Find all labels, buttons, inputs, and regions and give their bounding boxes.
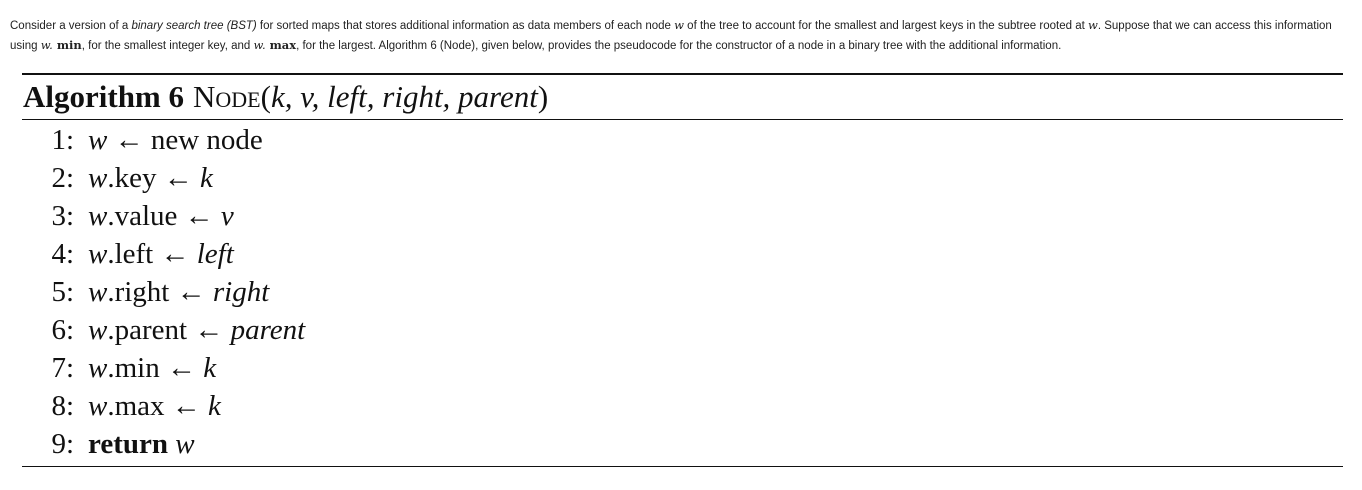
line-field: .right <box>107 275 170 308</box>
algorithm-line <box>22 311 1343 349</box>
intro-text: Consider a version of a <box>10 20 132 32</box>
line-variable: w <box>88 313 108 346</box>
close-paren: ) <box>537 79 549 114</box>
algorithm-line <box>22 349 1343 387</box>
algorithm-line <box>22 387 1343 425</box>
line-value: new node <box>150 123 263 156</box>
problem-intro-paragraph <box>10 16 1340 55</box>
intro-text: of the tree to account for the smallest and largest keys in the subtree rooted at <box>683 20 1088 32</box>
line-value: k <box>208 389 221 422</box>
line-value: v <box>220 199 234 232</box>
algorithm-label: Algorithm 6 <box>23 79 185 114</box>
open-paren: ( <box>260 79 271 114</box>
line-keyword: return <box>88 427 169 460</box>
line-field: .max <box>107 389 165 422</box>
algorithm-line <box>22 121 1343 159</box>
intro-text: , for the largest. Algorithm 6 (Node), given below, provides the pseudocode for the constructor of a node in a binary tree with the additional information. <box>296 39 1062 52</box>
algorithm-line <box>22 235 1343 273</box>
line-field: .left <box>107 237 154 270</box>
assign-arrow: ← <box>169 275 213 308</box>
algorithm-line <box>22 273 1343 311</box>
line-number: 8: <box>51 389 74 422</box>
intro-math-w: w <box>674 18 684 32</box>
line-field: .value <box>107 199 178 232</box>
line-number: 2: <box>51 161 74 194</box>
line-number: 9: <box>51 427 74 460</box>
line-number: 5: <box>51 275 74 308</box>
assign-arrow: ← <box>159 351 204 384</box>
line-value: right <box>212 275 270 308</box>
algorithm-line <box>22 197 1343 235</box>
intro-math-w: w. <box>40 37 53 52</box>
intro-text: , for the smallest integer key, and <box>81 39 254 52</box>
line-variable: w <box>88 275 108 308</box>
algorithm-args: k, v, left, right, parent <box>270 79 538 114</box>
assign-arrow: ← <box>177 199 221 232</box>
line-variable: w <box>88 199 108 232</box>
intro-math-w: w <box>1088 18 1098 32</box>
assign-arrow: ← <box>187 313 231 346</box>
line-value: k <box>199 161 213 194</box>
intro-math-max: max <box>265 37 297 52</box>
line-variable: w <box>88 351 108 384</box>
algorithm-line <box>22 425 1343 463</box>
algorithm-lines <box>22 120 1343 466</box>
line-field: .min <box>107 351 160 384</box>
line-number: 7: <box>51 351 74 384</box>
algorithm-header <box>22 75 1343 119</box>
line-variable: w <box>88 389 108 422</box>
assign-arrow: ← <box>153 237 197 270</box>
line-field: .parent <box>107 313 188 346</box>
line-variable: w <box>88 237 108 270</box>
algorithm-line <box>22 159 1343 197</box>
intro-math-min: min <box>52 37 82 52</box>
line-value: left <box>196 237 234 270</box>
line-value: w <box>175 427 195 460</box>
line-number: 1: <box>51 123 74 156</box>
intro-text: for sorted maps that stores additional information as data members of each node <box>256 20 675 32</box>
assign-arrow: ← <box>107 123 151 156</box>
assign-arrow: ← <box>156 161 200 194</box>
line-field: .key <box>107 161 157 194</box>
line-variable: w <box>88 123 108 156</box>
assign-arrow: ← <box>164 389 209 422</box>
line-number: 4: <box>51 237 74 270</box>
line-space <box>168 428 175 461</box>
intro-bst-term: binary search tree (BST) <box>131 20 257 32</box>
algorithm-block <box>22 73 1343 467</box>
algorithm-bottom-rule <box>22 466 1343 467</box>
line-number: 6: <box>51 313 74 346</box>
intro-math-w: w. <box>253 37 266 52</box>
line-number: 3: <box>51 199 74 232</box>
line-value: parent <box>230 313 306 346</box>
algorithm-name: Node <box>193 79 261 114</box>
line-value: k <box>203 351 217 384</box>
intro-text: . Suppose that we can access this information using <box>10 20 1332 52</box>
line-variable: w <box>88 161 108 194</box>
